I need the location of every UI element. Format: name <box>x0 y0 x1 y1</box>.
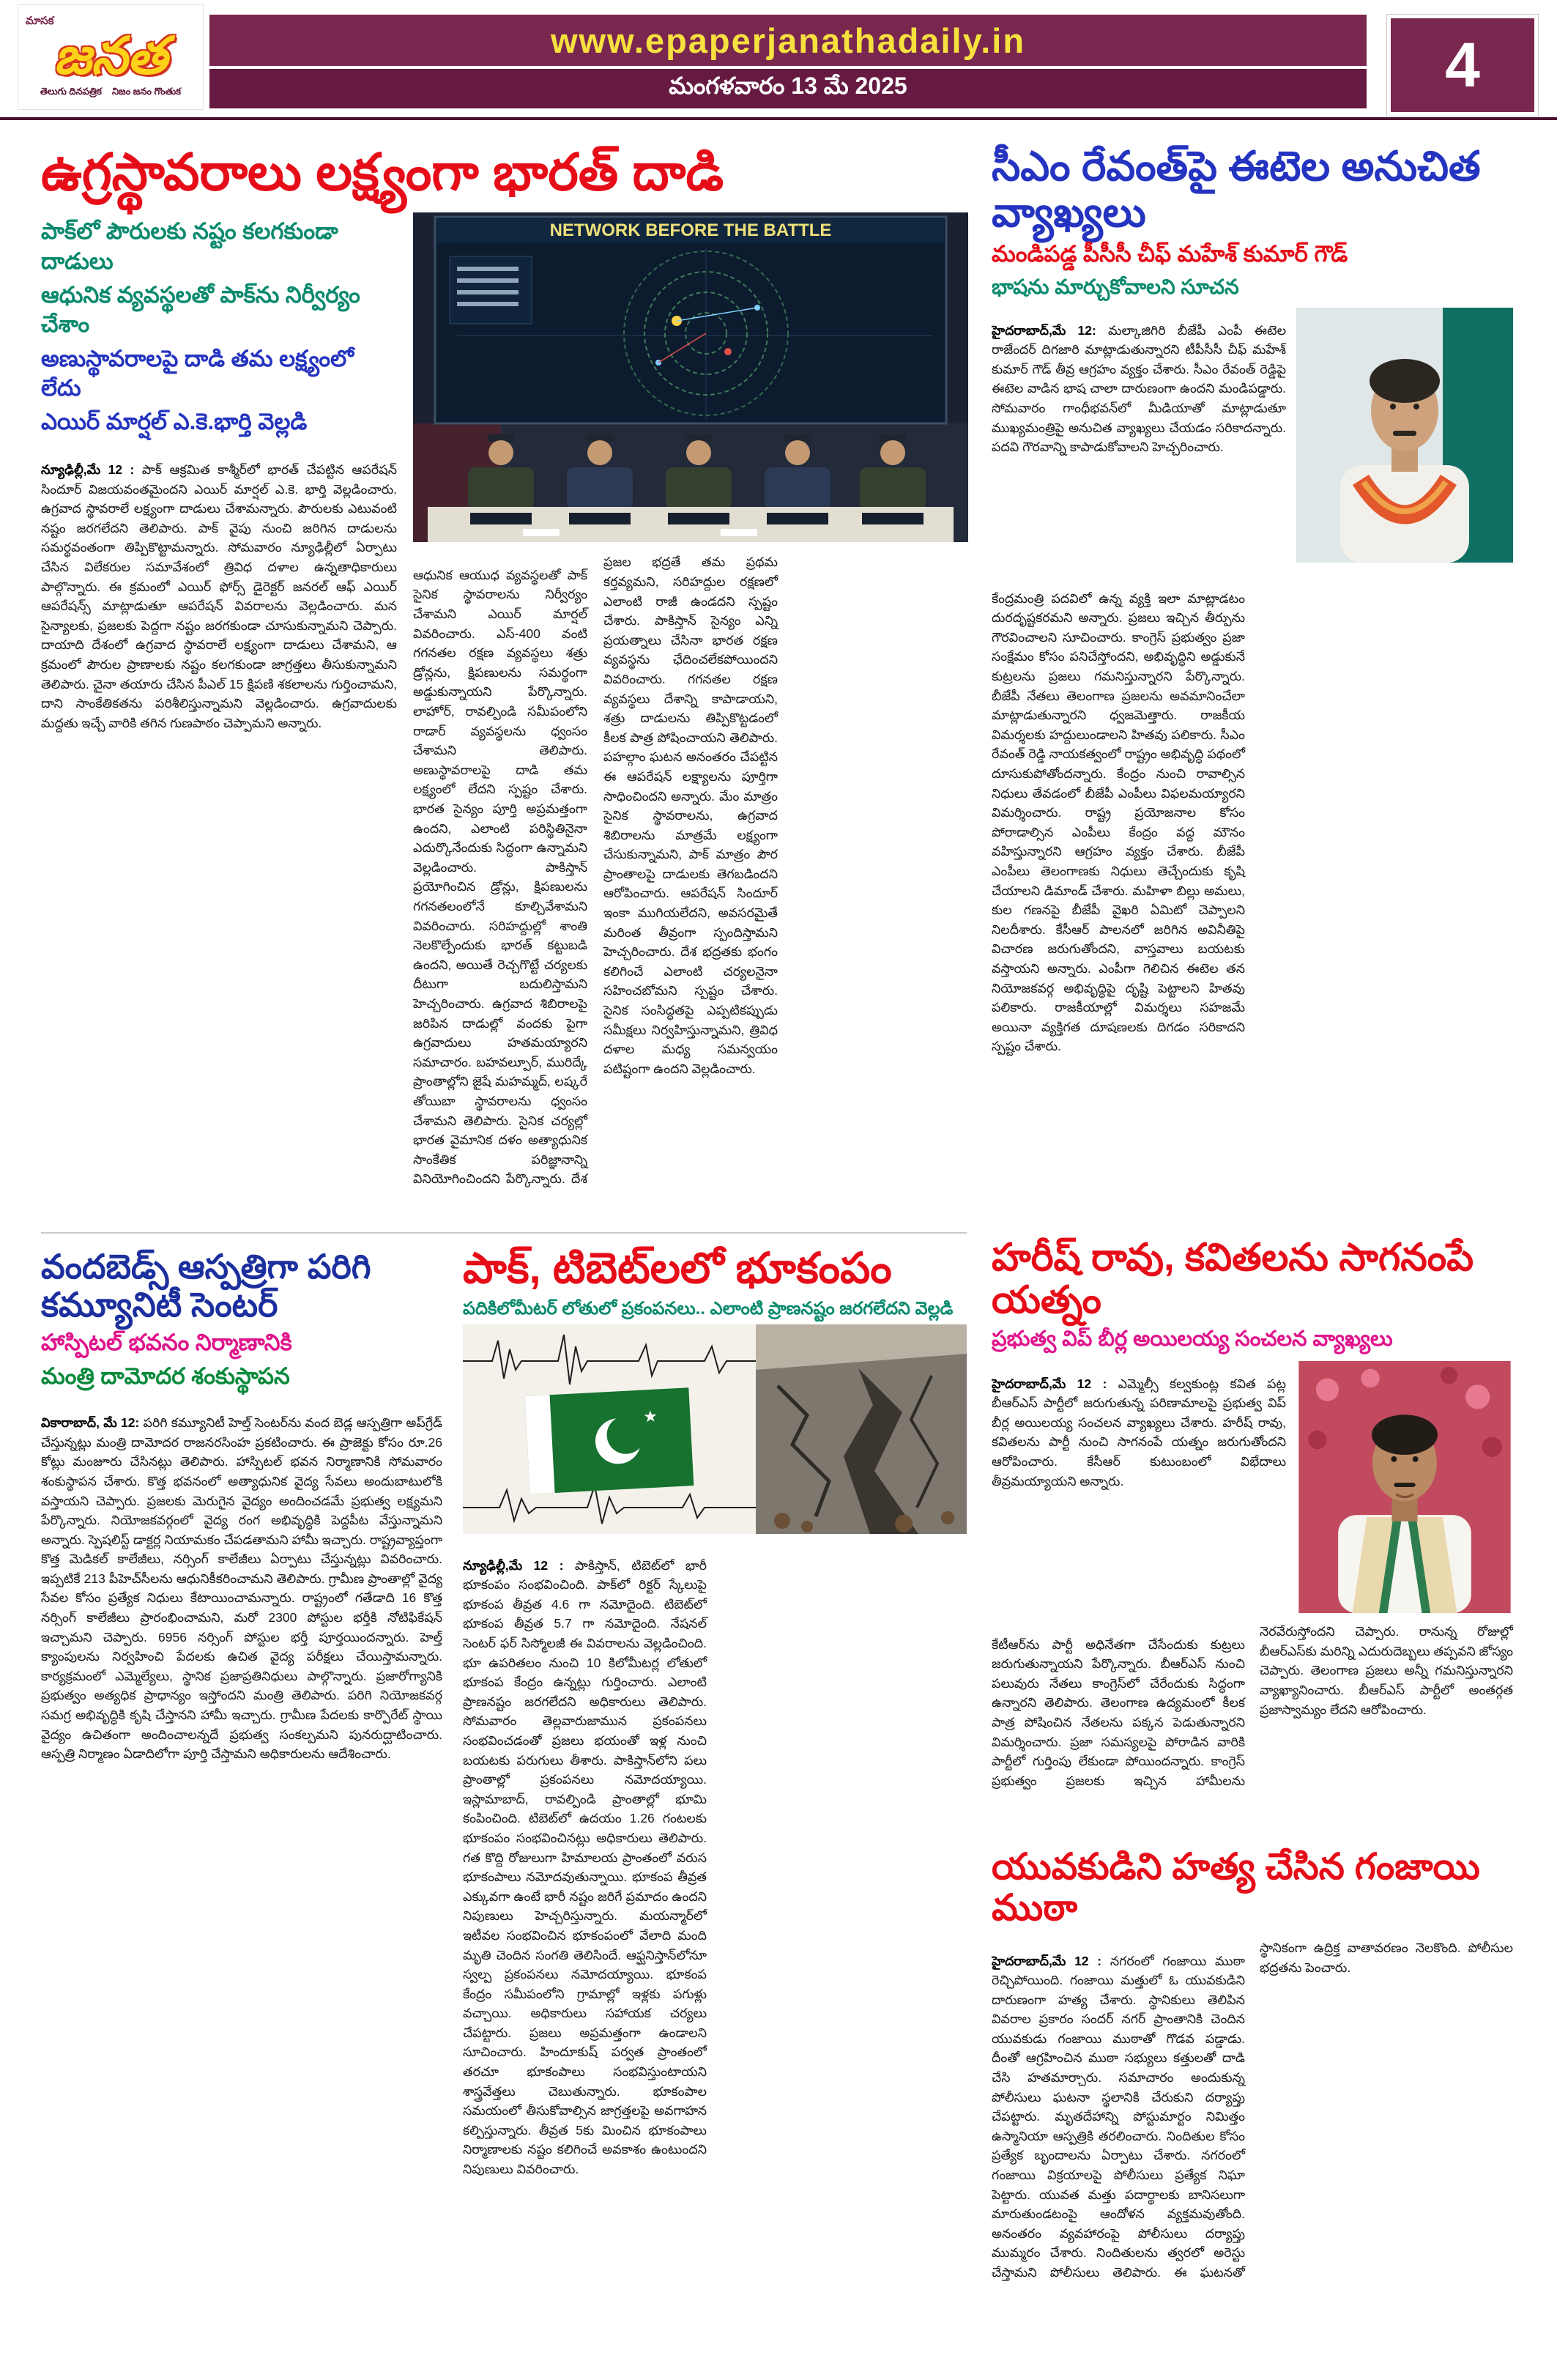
article-earthquake <box>463 1245 967 2337</box>
article-headline: యువకుడిని హత్య చేసిన గంజాయి ముఠా <box>992 1846 1480 1928</box>
article-subhead: ప్రభుత్వ విప్ బీర్ల అయిలయ్య సంచలన వ్యాఖ్యలు <box>992 1327 1393 1352</box>
body-text-segment: కేటీఆర్‌ను పార్టీ అధినేతగా చేసేందుకు కుట్రలు జరుగుతున్నాయని పేర్కొన్నారు. బీఆర్ఎస్ నుంచి పలువురు నేతలు కాంగ్రెస్‌లో చేరేందుకు సిద్ధంగా ఉన్నారని తెలిపారు. తెలంగాణ ఉద్యమంలో కీలక పాత్ర పోషించిన నేతలను పక్కన పెడుతున్నారని విమర్శించారు. ప్రజా సమస్యలపై పోరాడిన వారికి పార్టీలో గుర్తింపు లేకుండా పోయిందన్నారు. కాంగ్రెస్ ప్రభుత్వం ప్రజలకు ఇచ్చిన హామీలను నెరవేరుస్తోందని చెప్పారు. రానున్న రోజుల్లో బీఆర్ఎస్‌కు మరిన్ని ఎదురుదెబ్బలు తప్పవని జోస్యం చెప్పారు. తెలంగాణ ప్రజలు అన్నీ గమనిస్తున్నారని వ్యాఖ్యానించారు. బీఆర్ఎస్ పార్టీలో అంతర్గత ప్రజాస్వామ్యం లేదని ఆరోపించారు. <box>992 1624 1513 1788</box>
article-body <box>992 589 1245 1056</box>
article-body <box>41 1413 442 1764</box>
dateline: హైదరాబాద్,మే 12 : <box>992 1953 1102 1968</box>
article-subhead: మంత్రి దామోదర శంకుస్థాపన <box>41 1363 290 1390</box>
beerla-ailayya-photo <box>1296 1361 1513 1613</box>
section-divider <box>41 1232 967 1234</box>
mahesh-kumar-goud-photo <box>1296 308 1513 563</box>
body-text-segment: నగరంలో గంజాయి ముఠా రెచ్చిపోయింది. గంజాయి మత్తులో ఓ యువకుడిని దారుణంగా హత్య చేశారు. స్థానికులు తెలిపిన వివరాల ప్రకారం సందర్ నగర్ ప్రాంతానికి చెందిన యువకుడు గంజాయి ముఠాతో గొడవ పడ్డాడు. దీంతో ఆగ్రహించిన ముఠా సభ్యులు కత్తులతో దాడి చేసి హతమార్చారు. సమాచారం అందుకున్న పోలీసులు ఘటనా స్థలానికి చేరుకుని దర్యాప్తు చేపట్టారు. మృతదేహాన్ని పోస్టుమార్టం నిమిత్తం ఉస్మానియా ఆస్పత్రికి తరలించారు. నిందితుల కోసం ప్రత్యేక బృందాలను ఏర్పాటు చేశారు. నగరంలో గంజాయి విక్రయాలపై పోలీసులు ప్రత్యేక నిఘా పెట్టారు. యువత మత్తు పదార్థాలకు బానిసలుగా మారుతుండటంపై ఆందోళన వ్యక్తమవుతోంది. అనంతరం వ్యవహారంపై పోలీసులు దర్యాప్తు ముమ్మరం చేశారు. నిందితులను త్వరలో అరెస్టు చేస్తామని పోలీసులు తెలిపారు. ఈ ఘటనతో స్థానికంగా ఉద్రిక్త వాతావరణం నెలకొంది. పోలీసుల భద్రతను పెంచారు. <box>992 1940 1513 2280</box>
dateline: న్యూఢిల్లీ,మే 12 : <box>41 461 135 477</box>
body-text-segment: ఆధునిక ఆయుధ వ్యవస్థలతో పాక్ సైనిక స్థావరాలను నిర్వీర్యం చేశామని ఎయిర్ మార్షల్ వివరించారు. ఎస్-400 వంటి గగనతల రక్షణ వ్యవస్థలు శత్రు డ్రోన్లను, క్షిపణులను సమర్థంగా అడ్డుకున్నాయని పేర్కొన్నారు. లాహోర్, రావల్పిండి సమీపంలోని రాడార్ వ్యవస్థలను ధ్వంసం చేశామని తెలిపారు. అణుస్థావరాలపై దాడి తమ లక్ష్యంలో లేదని స్పష్టం చేశారు. భారత సైన్యం పూర్తి అప్రమత్తంగా ఉందని, ఎలాంటి పరిస్థితినైనా ఎదుర్కొనేందుకు సిద్ధంగా ఉన్నామని వెల్లడించారు. పాకిస్తాన్ ప్రయోగించిన డ్రోన్లు, క్షిపణులను గగనతలంలోనే కూల్చివేశామని వివరించారు. సరిహద్దుల్లో శాంతి నెలకొల్పేందుకు భారత్ కట్టుబడి ఉందని, అయితే రెచ్చగొట్టే చర్యలకు దీటుగా బదులిస్తామని హెచ్చరించారు. ఉగ్రవాద శిబిరాలపై జరిపిన దాడుల్లో వందకు పైగా ఉగ్రవాదులు హతమయ్యారని సమాచారం. బహవల్పూర్, మురిద్కే ప్రాంతాల్లోని జైషే మహమ్మద్, లష్కరే తోయిబా స్థావరాలను ధ్వంసం చేశామని తెలిపారు. సైనిక చర్యల్లో భారత వైమానిక దళం అత్యాధునిక సాంకేతిక పరిజ్ఞానాన్ని వినియోగించిందని పేర్కొన్నారు. దేశ ప్రజల భద్రతే తమ ప్రథమ కర్తవ్యమని, సరిహద్దుల రక్షణలో ఎలాంటి రాజీ ఉండదని స్పష్టం చేశారు. పాకిస్తాన్ సైన్యం ఎన్ని ప్రయత్నాలు చేసినా భారత రక్షణ వ్యవస్థను ఛేదించలేకపోయిందని వివరించారు. గగనతల రక్షణ వ్యవస్థలు దేశాన్ని కాపాడాయని, శత్రు దాడులను తిప్పికొట్టడంలో కీలక పాత్ర పోషించాయని తెలిపారు. పహల్గాం ఘటన అనంతరం చేపట్టిన ఈ ఆపరేషన్ లక్ష్యాలను పూర్తిగా సాధించిందని అన్నారు. మేం మాత్రం సైనిక స్థావరాలను, ఉగ్రవాద శిబిరాలను మాత్రమే లక్ష్యంగా చేసుకున్నామని, పాక్ మాత్రం పౌర ప్రాంతాలపై దాడులకు తెగబడిందని ఆరోపించారు. ఆపరేషన్ సిందూర్ ఇంకా ముగియలేదని, అవసరమైతే మరింత తీవ్రంగా స్పందిస్తామని హెచ్చరించారు. దేశ భద్రతకు భంగం కలిగించే ఎలాంటి చర్యలనైనా సహించబోమని స్పష్టం చేశారు. సైనిక సంసిద్ధతపై ఎప్పటికప్పుడు సమీక్షలు నిర్వహిస్తున్నామని, త్రివిధ దళాల మధ్య సమన్వయం పటిష్టంగా ఉందని వెల్లడించారు. <box>413 555 778 1187</box>
svg-text:★: ★ <box>642 1407 658 1427</box>
article-headline: వందబెడ్స్ ఆస్పత్రిగా పరిగి కమ్యూనిటీ సెంటర్ <box>41 1248 371 1324</box>
pakistan-flag <box>525 1387 694 1494</box>
article-subhead: ఆధునిక వ్యవస్థలతో పాక్‌ను నిర్వీర్యం చేశాం <box>41 281 360 338</box>
website-url: www.epaperjanathadaily.in <box>550 21 1026 60</box>
dateline: హైదరాబాద్,మే 12 : <box>992 1376 1107 1391</box>
page-number-box <box>1387 15 1538 116</box>
body-text-segment: మల్కాజిగిరి బీజేపీ ఎంపీ ఈటెల రాజేందర్ దిగజారి మాట్లాడుతున్నారని టీపీసీసీ చీఫ్ మహేశ్ కుమార్ గౌడ్ తీవ్ర ఆగ్రహం వ్యక్తం చేశారు. సీఎం రేవంత్ రెడ్డిపై ఈటెల వాడిన భాష చాలా దారుణంగా ఉందని మండిపడ్డారు. సోమవారం గాంధీభవన్‌లో మీడియాతో మాట్లాడుతూ ముఖ్యమంత్రిపై అనుచిత వ్యాఖ్యలు చేయడం సరికాదన్నారు. పదవి గౌరవాన్ని కాపాడుకోవాలని హెచ్చరించారు. <box>992 322 1286 455</box>
edition-date: మంగళవారం 13 మే 2025 <box>669 72 907 99</box>
body-text-segment: కేంద్రమంత్రి పదవిలో ఉన్న వ్యక్తి ఇలా మాట్లాడటం దురదృష్టకరమని అన్నారు. ప్రజలు ఇచ్చిన తీర్పును గౌరవించాలని సూచించారు. కాంగ్రెస్ ప్రభుత్వం ప్రజా సంక్షేమం కోసం పనిచేస్తోందని, అభివృద్ధిని అడ్డుకునే కుట్రలను ప్రజలు గమనిస్తున్నారని పేర్కొన్నారు. బీజేపీ నేతలు తెలంగాణ ప్రజలను అవమానించేలా మాట్లాడుతున్నారని ధ్వజమెత్తారు. రాజకీయ విమర్శలకు హద్దులుండాలని హితవు పలికారు. సీఎం రేవంత్ రెడ్డి నాయకత్వంలో రాష్ట్రం అభివృద్ధి పథంలో దూసుకుపోతోందన్నారు. కేంద్రం నుంచి రావాల్సిన నిధులు తేవడంలో బీజేపీ ఎంపీలు విఫలమయ్యారని విమర్శించారు. రాష్ట్ర ప్రయోజనాల కోసం పోరాడాల్సిన ఎంపీలు కేంద్రం వద్ద మౌనం వహిస్తున్నారని ఆగ్రహం వ్యక్తం చేశారు. బీజేపీ ఎంపీలు తెలంగాణకు నిధులు తెచ్చేందుకు కృషి చేయాలని డిమాండ్ చేశారు. మహిళా బిల్లు అమలు, కుల గణనపై బీజేపీ వైఖరి ఏమిటో చెప్పాలని నిలదీశారు. కేసీఆర్ పాలనలో జరిగిన అవినీతిపై విచారణ జరుగుతోందని, వాస్తవాలు బయటకు వస్తాయని అన్నారు. ఎంపీగా గెలిచిన ఈటెల తన నియోజకవర్గ అభివృద్ధిపై దృష్టి పెట్టాలని హితవు పలికారు. రాజకీయాల్లో విమర్శలు సహజమే అయినా వ్యక్తిగత దూషణలకు దిగడం సరికాదని స్పష్టం చేశారు. <box>992 590 1245 1054</box>
article-body <box>992 1374 1286 1491</box>
earthquake-photo <box>463 1324 967 1534</box>
press-conference-photo <box>413 212 968 542</box>
body-text-segment: ఎమ్మెల్సీ కల్వకుంట్ల కవిత పట్ల బీఆర్ఎస్ పార్టీలో జరుగుతున్న పరిణామాలపై ప్రభుత్వ విప్ బీర్ల అయిలయ్య సంచలన వ్యాఖ్యలు చేశారు. హరీష్ రావు, కవితలను పార్టీ నుంచి సాగనంపే యత్నం జరుగుతోందని ఆరోపించారు. కేసీఆర్ కుటుంబంలో విభేదాలు తీవ్రమయ్యాయని అన్నారు. <box>992 1376 1286 1489</box>
logo-title: జనత <box>53 27 168 84</box>
article-body <box>992 1938 1513 2305</box>
edition-date-bar <box>209 69 1367 108</box>
article-subhead: అణుస్థావరాలపై దాడి తమ లక్ష్యంలో లేదు <box>41 345 354 401</box>
article-harish-kavitha <box>992 1237 1513 1827</box>
body-text-segment: పాక్ ఆక్రమిత కాశ్మీర్‌లో భారత్ చేపట్టిన ఆపరేషన్ సిందూర్ విజయవంతమైందని ఎయిర్ మార్షల్ ఎ.కె. భార్తి వెల్లడించారు. ఉగ్రవాద స్థావరాలే లక్ష్యంగా దాడులు చేశామన్నారు. పౌరులకు ఎటువంటి నష్టం జరగలేదని తెలిపారు. పాక్ వైపు నుంచి జరిగిన దాడులను సమర్థవంతంగా తిప్పికొట్టామన్నారు. సోమవారం న్యూఢిల్లీలో ఏర్పాటు చేసిన విలేకరుల సమావేశంలో త్రివిధ దళాల ఉన్నతాధికారులు పాల్గొన్నారు. ఈ క్రమంలో ఎయిర్ ఫోర్స్ డైరెక్టర్ జనరల్ ఆఫ్ ఎయిర్ ఆపరేషన్స్ మాట్లాడుతూ ఆపరేషన్ వివరాలను వెల్లడించారు. మన సైన్యాలకు, ప్రజలకు పెద్దగా నష్టం జరగకుండా చూసుకున్నామని చెప్పారు. దాయాది దేశంలో ఉగ్రవాద స్థావరాలే లక్ష్యంగా దాడులు చేశామని, ఆ క్రమంలో పౌరుల ప్రాణాలకు నష్టం కలగకుండా జాగ్రత్తలు తీసుకున్నామని తెలిపారు. చైనా తయారు చేసిన పీఎల్ 15 క్షిపణి శకలాలను గుర్తించామని, దాని సాంకేతికతను పరిశీలిస్తున్నామని వెల్లడించారు. ఉగ్రవాదులకు మద్దతు ఇచ్చే వారికి తగిన గుణపాఠం చెప్పామని అన్నారు. <box>41 461 397 730</box>
article-subhead: హాస్పిటల్ భవనం నిర్మాణానికి <box>41 1330 292 1356</box>
article-body <box>992 321 1286 457</box>
article-parigi-hospital <box>41 1248 442 2337</box>
dateline: న్యూఢిల్లీ,మే 12 : <box>463 1557 564 1573</box>
screen-title: NETWORK BEFORE THE BATTLE <box>549 220 832 241</box>
article-subhead: పదికిలోమీటర్ లోతులో ప్రకంపనలు.. ఎలాంటి ప్రాణనష్టం జరగలేదని వెల్లడి <box>463 1298 954 1319</box>
article-headline: సీఎం రేవంత్‌పై ఈటెల అనుచిత వ్యాఖ్యలు <box>992 144 1481 235</box>
logo-tagline-right: నిజం జనం గొంతుక <box>111 86 182 97</box>
article-body <box>413 552 778 1204</box>
page-number: 4 <box>1445 29 1480 100</box>
logo-tagline-left: తెలుగు దినపత్రిక <box>40 86 102 97</box>
masthead <box>0 0 1557 120</box>
article-subhead: ఎయిర్ మార్షల్ ఎ.కె.భార్తి వెల్లడి <box>41 409 308 435</box>
article-body <box>992 1622 1513 1805</box>
body-text-segment: పరిగి కమ్యూనిటీ హెల్త్ సెంటర్‌ను వంద బెడ్ల ఆస్పత్రిగా అప్‌గ్రేడ్ చేస్తున్నట్లు మంత్రి దామోదర రాజనరసింహ ప్రకటించారు. ఈ ప్రాజెక్టు కోసం రూ.26 కోట్లు మంజూరు చేసినట్లు తెలిపారు. హాస్పిటల్ భవన నిర్మాణానికి సోమవారం శంకుస్థాపన చేశారు. కొత్త భవనంలో అత్యాధునిక వైద్య సేవలు అందుబాటులోకి వస్తాయని చెప్పారు. ప్రజలకు మెరుగైన వైద్యం అందించడమే ప్రభుత్వ లక్ష్యమని పేర్కొన్నారు. నియోజకవర్గంలో వైద్య రంగ అభివృద్ధికి పెద్దపీట వేస్తున్నామని అన్నారు. స్పెషలిస్ట్ డాక్టర్ల నియామకం చేపడతామని హామీ ఇచ్చారు. రాష్ట్రవ్యాప్తంగా కొత్త మెడికల్ కాలేజీలు, నర్సింగ్ కాలేజీలు ఏర్పాటు చేస్తున్నట్లు వివరించారు. ఇప్పటికే 213 పీహెచ్‌సీలను ఆధునికీకరించామని తెలిపారు. గ్రామీణ ప్రాంతాల్లో వైద్య సేవల కోసం ప్రత్యేక నిధులు కేటాయించామన్నారు. రాష్ట్రంలో గతేడాది 16 కొత్త నర్సింగ్ కాలేజీలు ప్రారంభించామని, మరో 2300 పోస్టుల భర్తీకి నోటిఫికేషన్ ఇచ్చామని చెప్పారు. 6956 నర్సింగ్ పోస్టుల భర్తీ పూర్తయిందన్నారు. హెల్త్ క్యాంపులను నిర్వహించి పేదలకు ఉచిత వైద్య పరీక్షలు చేయిస్తామన్నారు. కార్యక్రమంలో ఎమ్మెల్యేలు, స్థానిక ప్రజాప్రతినిధులు పాల్గొన్నారు. ప్రజారోగ్యానికి ప్రభుత్వం అత్యధిక ప్రాధాన్యం ఇస్తోందని మంత్రి తెలిపారు. పరిగి నియోజకవర్గ సమగ్ర అభివృద్ధికి కృషి చేస్తానని హామీ ఇచ్చారు. గ్రామీణ పేదలకు కార్పొరేట్ స్థాయి వైద్యం ఉచితంగా అందించాలన్నదే ప్రభుత్వ సంకల్పమని పునరుద్ఘాటించారు. ఆస్పత్రి నిర్మాణం ఏడాదిలోగా పూర్తి చేస్తామని అధికారులను ఆదేశించారు. <box>41 1415 442 1762</box>
article-subhead: మండిపడ్డ పీసీసీ చీఫ్ మహేశ్ కుమార్ గౌడ్ <box>992 241 1348 267</box>
article-body <box>463 1556 707 2179</box>
article-body <box>41 460 397 733</box>
dateline: హైదరాబాద్,మే 12: <box>992 322 1096 338</box>
article-headline: ఉగ్రస్థావరాలు లక్ష్యంగా భారత్ దాడి <box>41 144 724 201</box>
website-url-banner <box>209 15 1367 66</box>
article-headline: హరీష్ రావు, కవితలను సాగనంపే యత్నం <box>992 1237 1474 1322</box>
article-headline: పాక్, టిబెట్‌లలో భూకంపం <box>463 1245 892 1292</box>
dateline: వికారాబాద్, మే 12: <box>41 1415 140 1431</box>
body-text-segment: పాకిస్తాన్, టిబెట్‌లో భారీ భూకంపం సంభవించింది. పాక్‌లో రిక్టర్ స్కేలుపై భూకంప తీవ్రత 4.6 గా నమోదైంది. టిబెట్‌లో భూకంప తీవ్రత 5.7 గా నమోదైంది. నేషనల్ సెంటర్ ఫర్ సిస్మోలజీ ఈ వివరాలను వెల్లడించింది. భూ ఉపరితలం నుంచి 10 కిలోమీటర్ల లోతులో భూకంప కేంద్రం ఉన్నట్లు గుర్తించారు. ఎలాంటి ప్రాణనష్టం జరగలేదని అధికారులు తెలిపారు. సోమవారం తెల్లవారుజామున ప్రకంపనలు సంభవించడంతో ప్రజలు భయంతో ఇళ్ల నుంచి బయటకు పరుగులు తీశారు. పాకిస్తాన్‌లోని పలు ప్రాంతాల్లో ప్రకంపనలు నమోదయ్యాయి. ఇస్లామాబాద్, రావల్పిండి ప్రాంతాల్లో భూమి కంపించింది. టిబెట్‌లో ఉదయం 1.26 గంటలకు భూకంపం సంభవించినట్లు అధికారులు తెలిపారు. గత కొద్ది రోజులుగా హిమాలయ ప్రాంతంలో వరుస భూకంపాలు నమోదవుతున్నాయి. భూకంప తీవ్రత ఎక్కువగా ఉంటే భారీ నష్టం జరిగే ప్రమాదం ఉందని నిపుణులు హెచ్చరిస్తున్నారు. మయన్మార్‌లో ఇటీవల సంభవించిన భూకంపంలో వేలాది మంది మృతి చెందిన సంగతి తెలిసిందే. ఆఫ్ఘనిస్తాన్‌లోనూ స్వల్ప ప్రకంపనలు నమోదయ్యాయి. భూకంప కేంద్రం సమీపంలోని గ్రామాల్లో ఇళ్లకు పగుళ్లు వచ్చాయి. అధికారులు సహాయక చర్యలు చేపట్టారు. ప్రజలు అప్రమత్తంగా ఉండాలని సూచించారు. హిందూకుష్ పర్వత ప్రాంతంలో తరచూ భూకంపాలు సంభవిస్తుంటాయని శాస్త్రవేత్తలు చెబుతున్నారు. భూకంపాల సమయంలో తీసుకోవాల్సిన జాగ్రత్తలపై అవగాహన కల్పిస్తున్నారు. తీవ్రత 5కు మించిన భూకంపాలు నిర్మాణాలకు నష్టం కలిగించే అవకాశం ఉంటుందని నిపుణులు వివరించారు. <box>463 1557 707 2177</box>
newspaper-logo <box>18 4 204 110</box>
article-subhead: భాషను మార్చుకోవాలని సూచన <box>992 275 1239 298</box>
article-subhead: పాక్‌లో పౌరులకు నష్టం కలగకుండా దాడులు <box>41 218 338 274</box>
article-etela-remarks <box>992 144 1513 1206</box>
logo-tagline-top: మాసక <box>26 15 54 27</box>
article-india-strike <box>41 144 968 1222</box>
article-ganja-gang-murder <box>992 1846 1513 2332</box>
